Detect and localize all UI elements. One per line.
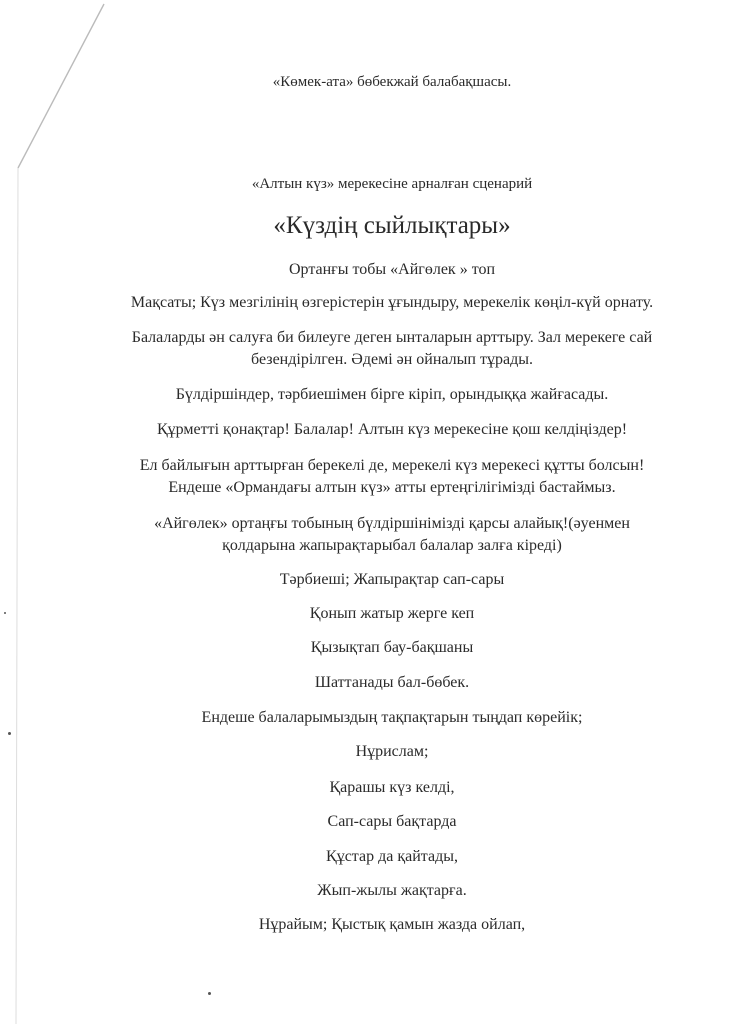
- paragraph-line: Бүлдіршіндер, тәрбиешімен бірге кіріп, орындыққа жайғасады.: [175, 386, 609, 403]
- poem-line: Нұрайым; Қыстық қамын жазда ойлап,: [258, 916, 526, 933]
- poem-line: Тәрбиеші; Жапырақтар сап-сары: [279, 571, 505, 588]
- group-name: Ортанғы тобы «Айгөлек » топ: [288, 261, 496, 278]
- poem-line: Қызықтап бау-бақшаны: [310, 639, 474, 656]
- paragraph-line: Құрметті қонақтар! Балалар! Алтын күз мерекесіне қош келдіңіздер!: [156, 421, 628, 438]
- poem-line: Қарашы күз келді,: [329, 779, 455, 796]
- scenario-subtitle: «Алтын күз» мерекесіне арналған сценарий: [251, 176, 533, 192]
- document-page: [40, 0, 744, 1024]
- poem-line: Жып-жылы жақтарға.: [317, 882, 467, 899]
- scan-speck: [4, 612, 6, 614]
- paragraph-line: Ендеше «Ормандағы алтын күз» атты ертеңгілігімізді бастаймыз.: [168, 479, 616, 496]
- paragraph-line: қолдарына жапырақтарыбал балалар залға кіреді): [222, 537, 562, 554]
- paragraph-line: «Айгөлек» ортаңғы тобының бүлдіршінімізді қарсы алайық!(әуенмен: [154, 515, 630, 532]
- speaker-name: Нұрислам;: [355, 743, 429, 760]
- scenario-title: «Күздің сыйлықтары»: [273, 212, 511, 239]
- goal-line: Мақсаты; Күз мезгілінің өзгерістерін ұғындыру, мерекелік көңіл-күй орнату.: [130, 294, 654, 311]
- scan-speck: [8, 732, 11, 735]
- kindergarten-name: «Көмек-ата» бөбекжай балабақшасы.: [272, 74, 512, 90]
- poem-line: Құстар да қайтады,: [326, 848, 458, 865]
- goal-line: безендірілген. Әдемі ән ойналып тұрады.: [251, 351, 533, 368]
- poem-line: Сап-сары бақтарда: [327, 813, 457, 830]
- paragraph-line: Ел байлығын арттырған берекелі де, мерекелі күз мерекесі құтты болсын!: [139, 457, 645, 474]
- goal-line: Балаларды ән салуға би билеуге деген ынталарын арттыру. Зал мерекеге сай: [131, 329, 653, 346]
- poem-line: Қонып жатыр жерге кеп: [309, 605, 475, 622]
- poem-line: Шаттанады бал-бөбек.: [314, 674, 470, 691]
- paragraph-line: Ендеше балаларымыздың тақпақтарын тыңдап көрейік;: [201, 709, 583, 726]
